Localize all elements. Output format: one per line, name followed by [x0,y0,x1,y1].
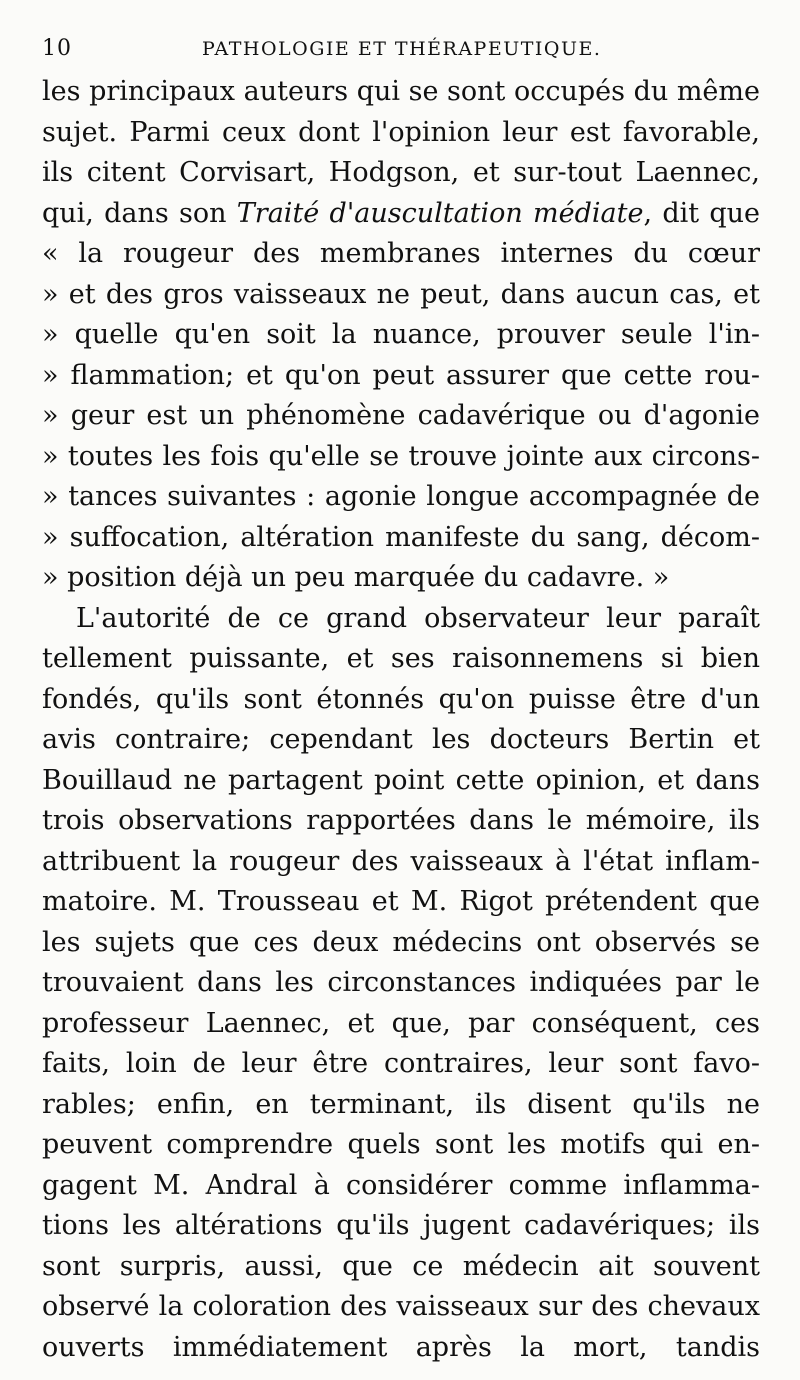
quote-line: » et des gros vaisseaux ne peut, dans aucun cas, et [42,278,760,310]
text-line: professeur Laennec, et que, par conséquent, ces [42,1007,760,1039]
paragraph-start: L'autorité de ce grand observateur leur paraît [76,602,760,634]
running-title: PATHOLOGIE ET THÉRAPEUTIQUE. [202,38,602,60]
quote-line: » suffocation, altération manifeste du sang, décom- [42,521,760,553]
text-line: rables; enfin, en terminant, ils disent qu'ils ne [42,1088,760,1120]
text-line: avis contraire; cependant les docteurs Bertin et [42,724,760,755]
text-line: ouverts immédiatement après la mort, tandis [42,1331,760,1363]
text-line: observé la coloration des vaisseaux sur des chevaux [42,1291,760,1322]
quote-line: » tances suivantes : agonie longue accompagnée de [42,481,760,512]
text-line: fondés, qu'ils sont étonnés qu'on puisse être d'un [42,683,760,715]
quote-line: » flammation; et qu'on peut assurer que cette rou- [42,359,760,391]
text-line: sujet. Parmi ceux dont l'opinion leur est favorable, [42,116,760,148]
text-line: ils citent Corvisart, Hodgson, et sur-tout Laennec, [42,157,760,188]
quote-line-end: » position déjà un peu marquée du cadavre. » [42,562,670,593]
text-line: matoire. M. Trousseau et M. Rigot prétendent que [42,886,760,917]
page-number: 10 [42,36,72,61]
text-line: trouvaient dans les circonstances indiquées par le [42,967,760,998]
quote-line: » quelle qu'en soit la nuance, prouver seule l'in- [42,319,760,350]
text-line: tellement puissante, et ses raisonnemens si bien [42,643,760,674]
body-text [42,72,760,1368]
book-title-italic: Traité d'auscultation médiate [236,197,644,229]
quote-line: « la rougeur des membranes internes du cœur [42,238,760,269]
text-line: sont surpris, aussi, que ce médecin ait souvent [42,1250,760,1282]
text-line-with-italic-title: qui, dans son Traité d'auscultation médiate, dit que [42,197,760,229]
text-line: faits, loin de leur être contraires, leur sont favo- [42,1048,760,1079]
text-line: gagent M. Andral à considérer comme inflamma- [42,1169,760,1201]
quote-line: » geur est un phénomène cadavérique ou d'agonie [42,400,760,431]
quote-line: » toutes les fois qu'elle se trouve jointe aux circons- [42,440,760,472]
text-line: tions les altérations qu'ils jugent cadavériques; ils [42,1210,760,1241]
text-line: trois observations rapportées dans le mémoire, ils [42,805,760,836]
text-line: Bouillaud ne partagent point cette opinion, et dans [42,764,760,796]
running-header [42,34,772,66]
text-line: les sujets que ces deux médecins ont observés se [42,926,760,958]
text-line: peuvent comprendre quels sont les motifs qui en- [42,1129,760,1160]
text-line: les principaux auteurs qui se sont occupés du même [42,76,760,107]
text-line: attribuent la rougeur des vaisseaux à l'état inflam- [42,845,760,877]
